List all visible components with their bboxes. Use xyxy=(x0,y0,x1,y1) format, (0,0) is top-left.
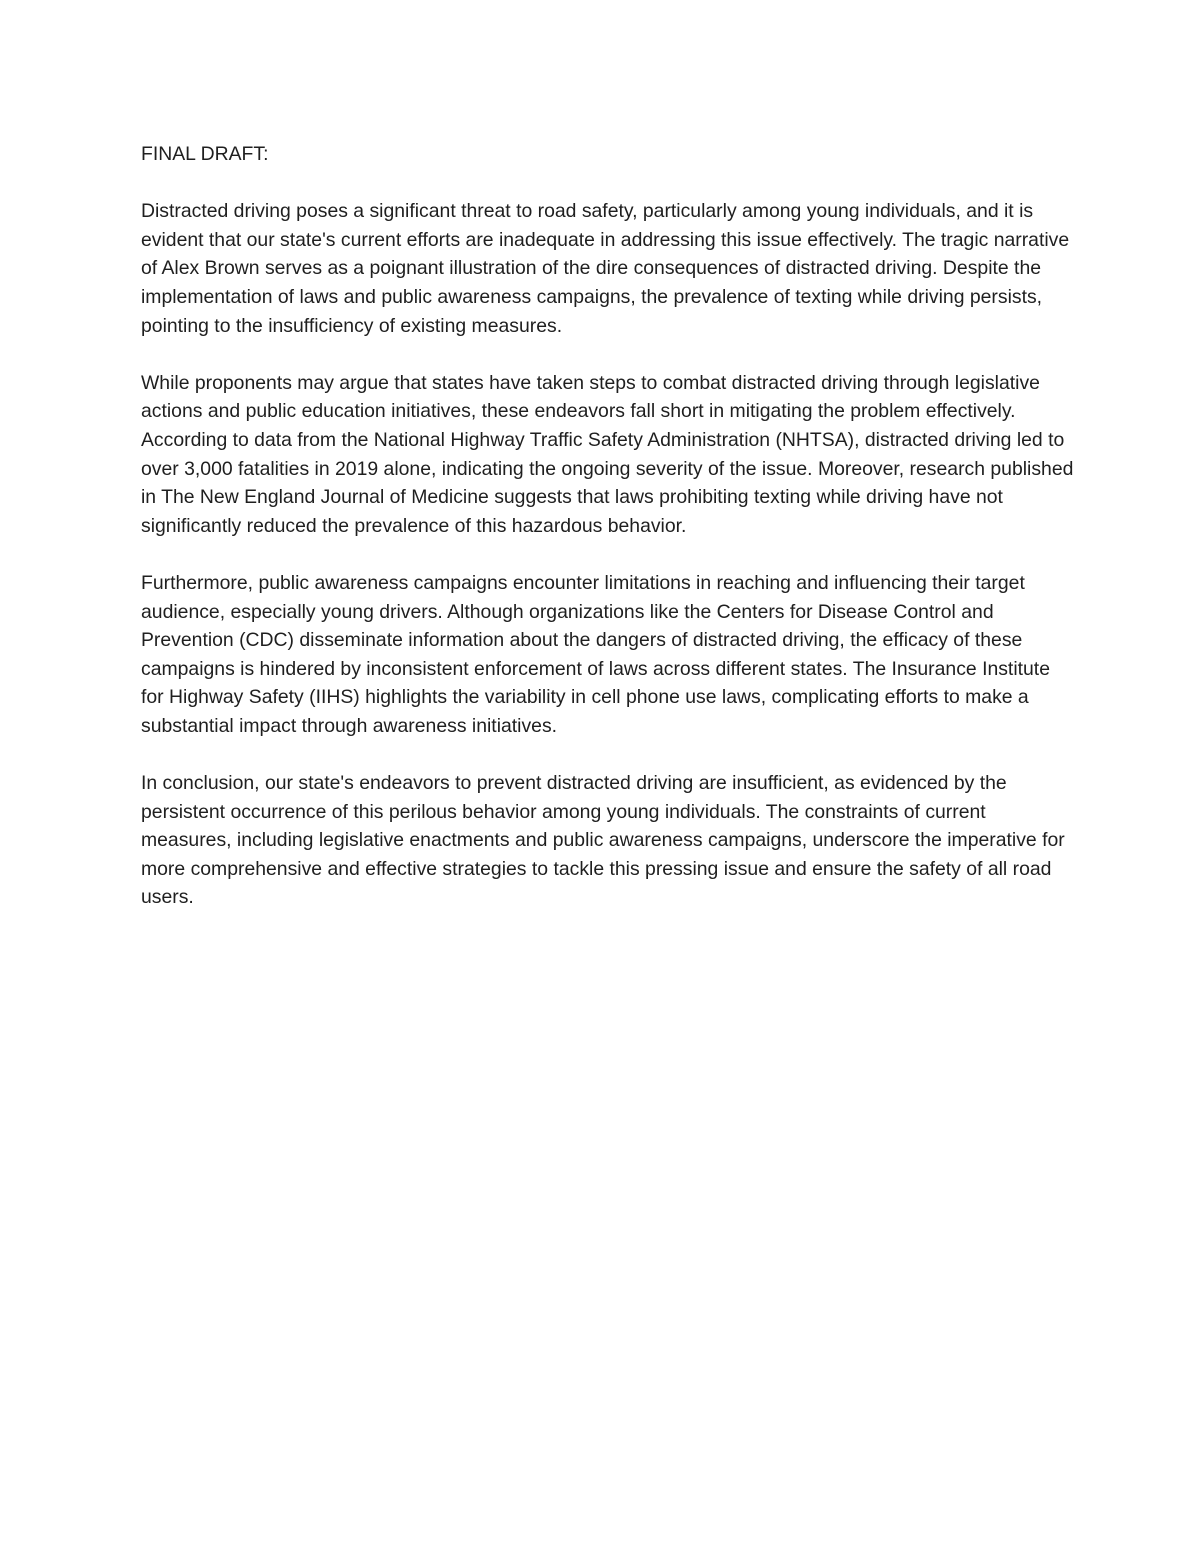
document-heading: FINAL DRAFT: xyxy=(141,143,269,165)
paragraph-awareness-campaigns: Furthermore, public awareness campaigns encounter limitations in reaching and influencing their target audience, especially young drivers. Although organizations like the Centers for Disease Control and Prevention (CDC) disseminate information about the dangers of distracted driving, the efficacy of these campaigns is hindered by inconsistent enforcement of laws across different states. The Insurance Institute for Highway Safety (IIHS) highlights the variability in cell phone use laws, complicating efforts to make a substantial impact through awareness initiatives. xyxy=(141,571,1050,737)
document-body xyxy=(141,140,1076,912)
paragraph-counterargument: While proponents may argue that states have taken steps to combat distracted driving through legislative actions and public education initiatives, these endeavors fall short in mitigating the problem effectively. According to data from the National Highway Traffic Safety Administration (NHTSA), distracted driving led to over 3,000 fatalities in 2019 alone, indicating the ongoing severity of the issue. Moreover, research published in The New England Journal of Medicine suggests that laws prohibiting texting while driving have not significantly reduced the prevalence of this hazardous behavior. xyxy=(141,371,1074,537)
paragraph-conclusion: In conclusion, our state's endeavors to prevent distracted driving are insufficient, as evidenced by the persistent occurrence of this perilous behavior among young individuals. The constraints of current measures, including legislative enactments and public awareness campaigns, underscore the imperative for more comprehensive and effective strategies to tackle this pressing issue and ensure the safety of all road users. xyxy=(141,772,1065,909)
paragraph-introduction: Distracted driving poses a significant threat to road safety, particularly among young individuals, and it is evident that our state's current efforts are inadequate in addressing this issue effectively. The tragic narrative of Alex Brown serves as a poignant illustration of the dire consequences of distracted driving. Despite the implementation of laws and public awareness campaigns, the prevalence of texting while driving persists, pointing to the insufficiency of existing measures. xyxy=(141,200,1070,337)
